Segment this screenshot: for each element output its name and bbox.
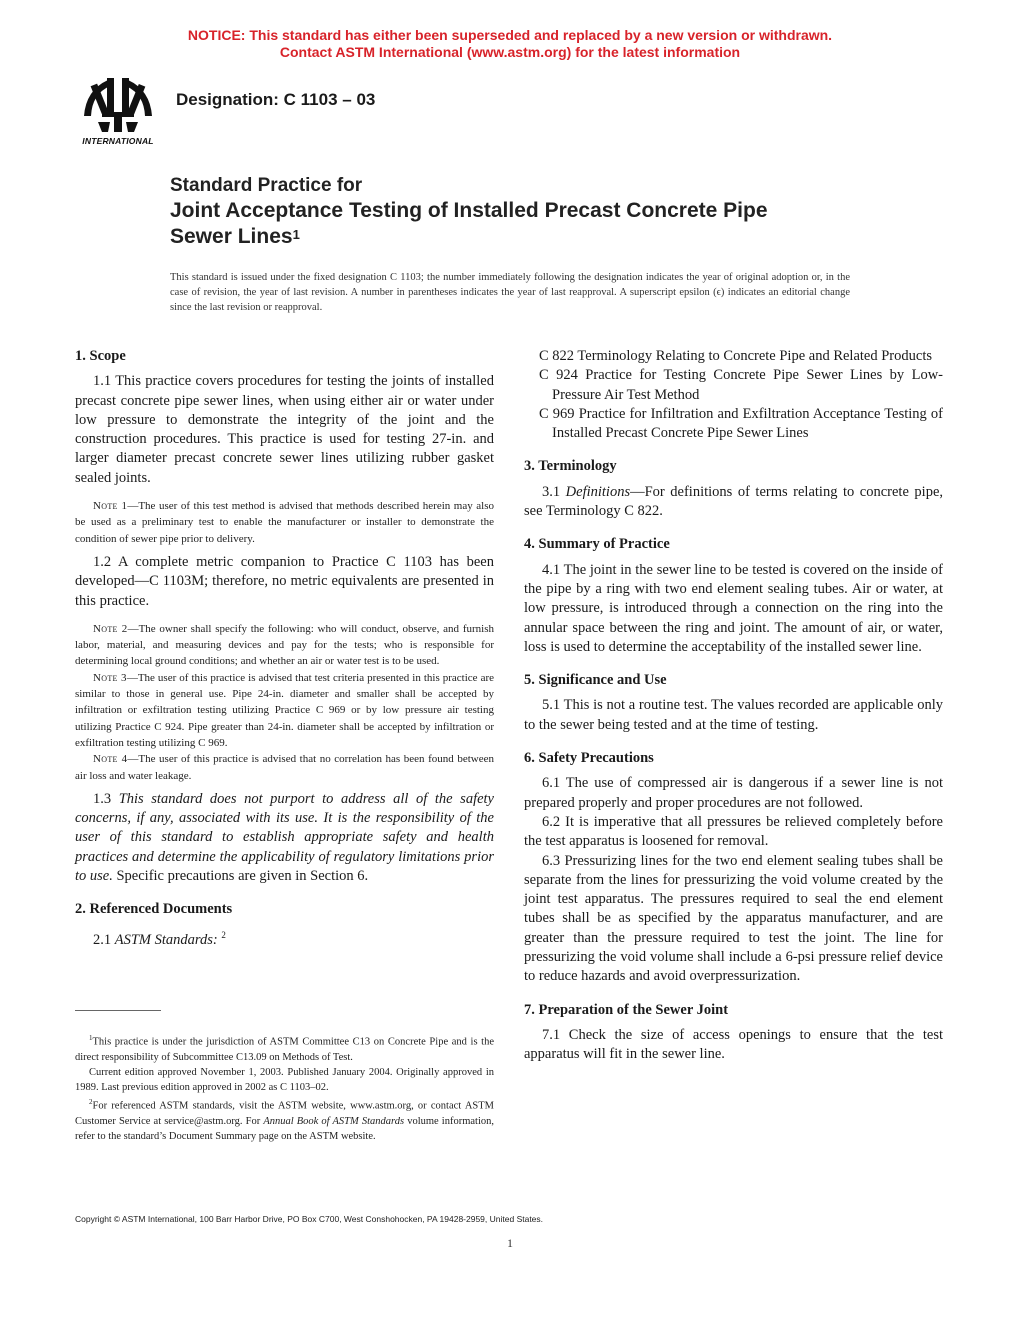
- paragraph-2-1: [75, 926, 494, 950]
- note-4-label: Note 4: [93, 753, 128, 766]
- footnotes: [75, 1031, 494, 1144]
- logo-wordmark: INTERNATIONAL: [82, 136, 154, 146]
- paragraph-3-1: [524, 483, 943, 522]
- title-line-3-text: Sewer Lines: [170, 225, 293, 248]
- paragraph-1-3-number: 1.3: [93, 790, 112, 807]
- page-number: 1: [507, 1236, 513, 1250]
- ref-title-c969: Practice for Infiltration and Exfiltration Acceptance Testing of Installed Precast Concrete Pipe Sewer Lines: [552, 405, 943, 442]
- footnote-1-mark: 1: [89, 1034, 93, 1042]
- title-line-3: [170, 224, 890, 250]
- paragraph-5-1: 5.1 This is not a routine test. The values recorded are applicable only to the sewer being tested and at the time of testing.: [524, 697, 943, 733]
- section-heading-terminology: 3. Terminology: [524, 458, 617, 475]
- section-heading-safety: 6. Safety Precautions: [524, 750, 654, 767]
- title-line-2: Joint Acceptance Testing of Installed Precast Concrete Pipe: [170, 199, 768, 222]
- footnote-2-mark: 2: [89, 1098, 93, 1107]
- note-1: [75, 498, 494, 547]
- footnote-2-text-b: volume information, refer to the standard’s Document Summary page on the ASTM website.: [75, 1116, 494, 1143]
- footnote-1-text: This practice is under the jurisdiction of ASTM Committee C13 on Concrete Pipe and is the direct responsibility of Subcommittee C13.09 on Methods of Test.: [75, 1036, 494, 1063]
- paragraph-7-1: 7.1 Check the size of access openings to ensure that the test apparatus will fit in the sewer line.: [524, 1026, 943, 1063]
- paragraph-2-1-number: 2.1: [93, 931, 112, 948]
- paragraph-1-3-rest: Specific precautions are given in Section 6.: [116, 868, 369, 885]
- paragraph-3-1-rest: —For definitions of terms relating to concrete pipe, see Terminology C 822.: [524, 483, 943, 520]
- designation: Designation: C 1103 – 03: [176, 90, 376, 109]
- section-heading-scope: 1. Scope: [75, 348, 126, 364]
- paragraph-6-2: 6.2 It is imperative that all pressures be relieved completely before the test apparatus is loosened for removal.: [524, 813, 943, 850]
- referenced-document-c822: [524, 347, 943, 366]
- paragraph-2-1-footnote-mark: 2: [221, 929, 226, 940]
- notice-line-1: NOTICE: This standard has either been superseded and replaced by a new version or withdrawn.: [187, 27, 833, 43]
- referenced-document-c969: [524, 405, 943, 444]
- section-heading-significance: 5. Significance and Use: [524, 672, 667, 689]
- note-3-label: Note 3: [93, 671, 127, 684]
- note-2: [75, 621, 494, 670]
- title-line-1: Standard Practice for: [170, 175, 363, 196]
- note-4-text: —The user of this practice is advised that no correlation has been found between air loss and water leakage.: [75, 753, 494, 782]
- paragraph-6-1: 6.1 The use of compressed air is dangerous if a sewer line is not prepared properly and proper procedures are not followed.: [524, 775, 943, 811]
- left-column: [75, 347, 494, 950]
- footnote-1-continued: Current edition approved November 1, 2003. Published January 2004. Originally approved in 1989. Last previous edition approved in 2002 as C 1103–02.: [75, 1066, 494, 1094]
- note-4: [75, 751, 494, 784]
- notice-line-2: Contact ASTM International (www.astm.org) for the latest information: [279, 44, 741, 60]
- supersession-notice: [0, 27, 1020, 61]
- paragraph-1-1: 1.1 This practice covers procedures for testing the joints of installed precast concrete pipe sewer lines, when using either air or water under low pressure to demonstrate the integrity of the joint and the construction procedures. This practice is used for testing 27-in. and larger diameter precast concrete sewer lines utilizing rubber gasket sealed joints.: [75, 373, 494, 486]
- paragraph-4-1: 4.1 The joint in the sewer line to be tested is covered on the inside of the pipe by a ring with two end element sealing tubes. Air or water, at low pressure, is introduced through a connection on the ring into the annular space between the ring and joint. The amount of air, or water, loss is used to determine the acceptability of the installed sewer line.: [524, 561, 943, 655]
- ref-title-c924: Practice for Testing Concrete Pipe Sewer Lines by Low-Pressure Air Test Method: [552, 367, 944, 403]
- note-2-label: Note 2: [93, 622, 128, 635]
- ref-code-c924: C 924: [539, 367, 578, 384]
- section-heading-preparation: 7. Preparation of the Sewer Joint: [524, 1001, 729, 1018]
- issuance-statement: This standard is issued under the fixed designation C 1103; the number immediately following the designation indicates the year of original adoption or, in the case of revision, the year of last revision. A number in parentheses indicates the year of last reapproval. A superscript epsilon (ϵ) indicates an editorial change since the last revision or reapproval.: [170, 272, 850, 313]
- note-3-text: —The user of this practice is advised that test criteria presented in this practice are similar to those in general use. Pipe 24-in. diameter and smaller shall be accepted by infiltration or exfiltration testing utilizing Practice C 969 or by low pressure air testing utilizing Practice C 924. Pipe greater than 24-in. diameter shall be accepted by infiltration or exfiltration testing utilizing C 969.: [75, 671, 494, 749]
- title-footnote-mark: 1: [292, 227, 300, 242]
- paragraph-1-2: 1.2 A complete metric companion to Practice C 1103 has been developed—C 1103M; therefore, no metric equivalents are presented in this practice.: [75, 553, 494, 609]
- paragraph-3-1-italic: Definitions: [565, 483, 631, 500]
- section-heading-referenced-documents: 2. Referenced Documents: [75, 901, 233, 918]
- footnote-2-text-a: For referenced ASTM standards, visit the ASTM website, www.astm.org, or contact ASTM Customer Service at service@astm.org. For: [75, 1100, 494, 1128]
- note-3: [75, 670, 494, 751]
- note-1-label: Note 1: [93, 500, 128, 513]
- paragraph-1-3-italic: This standard does not purport to address all of the safety concerns, if any, associated with its use. It is the responsibility of the user of this standard to establish appropriate safety and health practices and determine the applicability of regulatory limitations prior to use.: [75, 790, 494, 885]
- document-title: [170, 174, 890, 250]
- copyright-line: Copyright © ASTM International, 100 Barr Harbor Drive, PO Box C700, West Conshohocken, PA 19428-2959, United States.: [75, 1214, 544, 1224]
- paragraph-2-1-italic: ASTM Standards:: [114, 931, 218, 948]
- section-heading-summary: 4. Summary of Practice: [524, 536, 670, 553]
- footnote-2-italic: Annual Book of ASTM Standards: [263, 1116, 405, 1128]
- footnote-1: [75, 1031, 494, 1065]
- footnote-2: [75, 1095, 494, 1144]
- note-1-text: —The user of this test method is advised that methods described herein may also be used as a preliminary test to enable the manufacturer or installer to demonstrate the condition of sewer pipe prior to delivery.: [75, 500, 494, 545]
- paragraph-3-1-number: 3.1: [542, 483, 561, 500]
- paragraph-6-3: 6.3 Pressurizing lines for the two end element sealing tubes shall be separate from the lines for pressurizing the void volume created by the joint test apparatus. The pressures required to seal the end element tubes shall be as specified by the apparatus manufacturer, and are greater than the pressure required to test the joint. The line for pressurizing the void volume shall include a 6-psi pressure relief device to reduce hazards and avoid overpressurization.: [524, 852, 943, 985]
- paragraph-1-3: [75, 790, 494, 886]
- ref-code-c822: C 822: [539, 348, 575, 364]
- ref-code-c969: C 969: [539, 405, 575, 422]
- note-2-text: —The owner shall specify the following: who will conduct, observe, and furnish labor, material, and measuring devices and pay for the tests; who is responsible for determining local ground conditions; and whether an air or water test is to be used.: [75, 622, 494, 668]
- right-column: [524, 347, 943, 1065]
- ref-title-c822: Terminology Relating to Concrete Pipe and Related Products: [577, 348, 932, 364]
- referenced-document-c924: [524, 366, 943, 405]
- footnote-divider: [75, 1010, 161, 1011]
